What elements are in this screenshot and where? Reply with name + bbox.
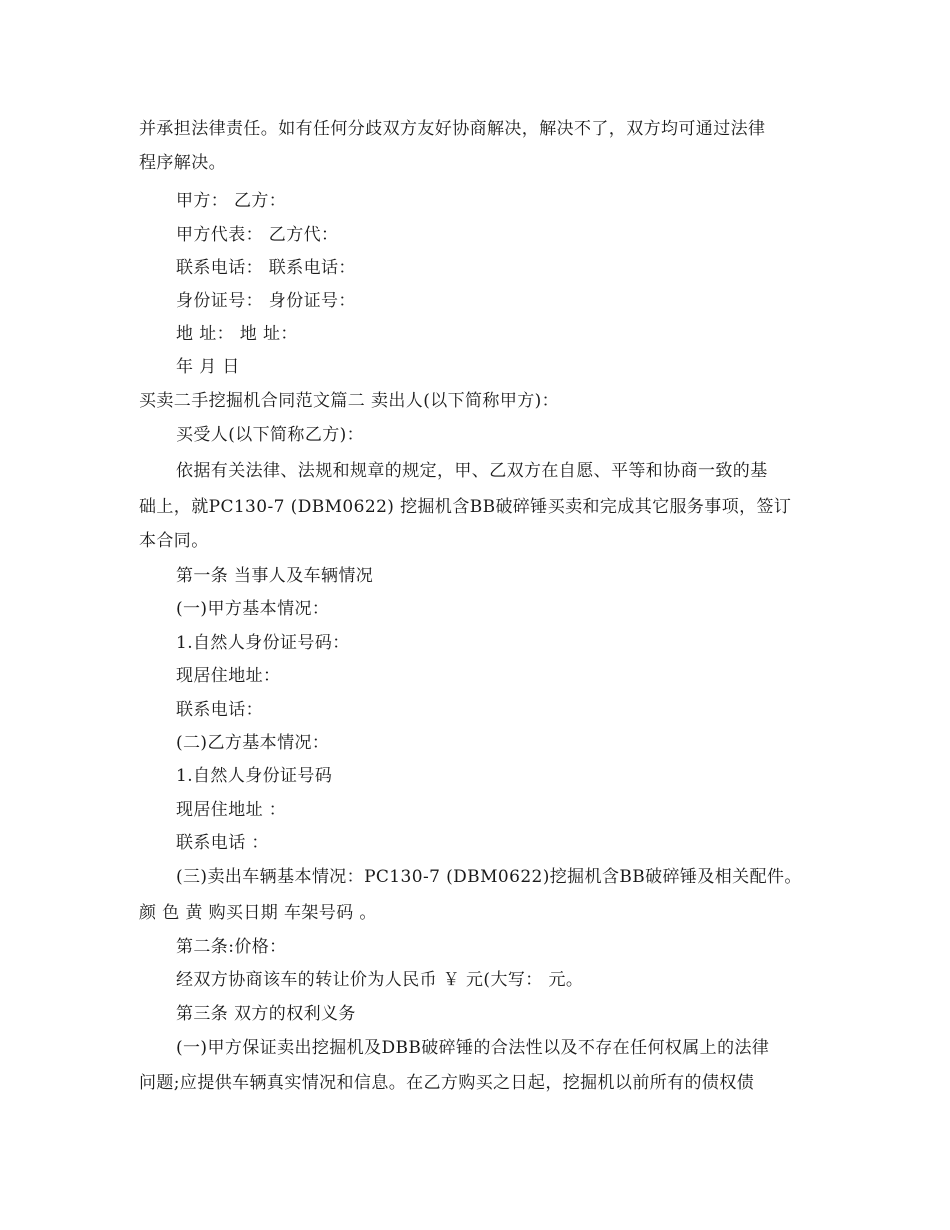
text-line: 依据有关法律、法规和规章的规定，甲、乙双方在自愿、平等和协商一致的基	[176, 461, 768, 481]
text-line: 1.自然人身份证号码：	[176, 633, 350, 653]
text-line: 经双方协商该车的转让价为人民币 ￥ 元(大写： 元。	[176, 970, 584, 990]
text-line: 并承担法律责任。如有任何分歧双方友好协商解决，解决不了，双方均可通过法律	[139, 119, 766, 139]
text-line: (一)甲方保证卖出挖掘机及DBB破碎锤的合法性以及不存在任何权属上的法律	[176, 1038, 770, 1058]
text-line: 甲方代表： 乙方代：	[176, 225, 339, 245]
text-line: 地 址： 地 址：	[176, 324, 298, 344]
text-line: (二)乙方基本情况：	[176, 733, 330, 753]
text-line: 联系电话：	[176, 700, 263, 720]
section-heading: 买卖二手挖掘机合同范文篇二 卖出人(以下简称甲方)：	[139, 391, 560, 411]
clause-heading: 第二条:价格：	[176, 937, 287, 957]
text-line: 现居住地址：	[176, 666, 281, 686]
clause-heading: 第一条 当事人及车辆情况	[176, 566, 374, 586]
text-line: 联系电话： 联系电话：	[176, 258, 356, 278]
text-line: 问题;应提供车辆真实情况和信息。在乙方购买之日起，挖掘机以前所有的债权债	[139, 1073, 755, 1093]
clause-heading: 第三条 双方的权利义务	[176, 1004, 356, 1024]
text-line: 联系电话 ：	[176, 833, 269, 853]
text-line: 程序解决。	[139, 153, 226, 173]
text-line: (一)甲方基本情况：	[176, 599, 330, 619]
text-line: 甲方： 乙方：	[176, 191, 287, 211]
text-line: 1.自然人身份证号码	[176, 766, 333, 786]
text-line: 本合同。	[139, 531, 209, 551]
text-line: 础上，就PC130-7 (DBM0622) 挖掘机含BB破碎锤买卖和完成其它服务事项，签订	[139, 497, 792, 517]
text-line: (三)卖出车辆基本情况：PC130-7 (DBM0622)挖掘机含BB破碎锤及相关配件。	[176, 867, 802, 887]
text-line: 现居住地址 ：	[176, 800, 287, 820]
text-line: 身份证号： 身份证号：	[176, 291, 356, 311]
text-line: 颜 色 黄 购买日期 车架号码 。	[139, 903, 377, 923]
text-line: 买受人(以下简称乙方)：	[176, 425, 365, 445]
text-line: 年 月 日	[176, 357, 240, 377]
